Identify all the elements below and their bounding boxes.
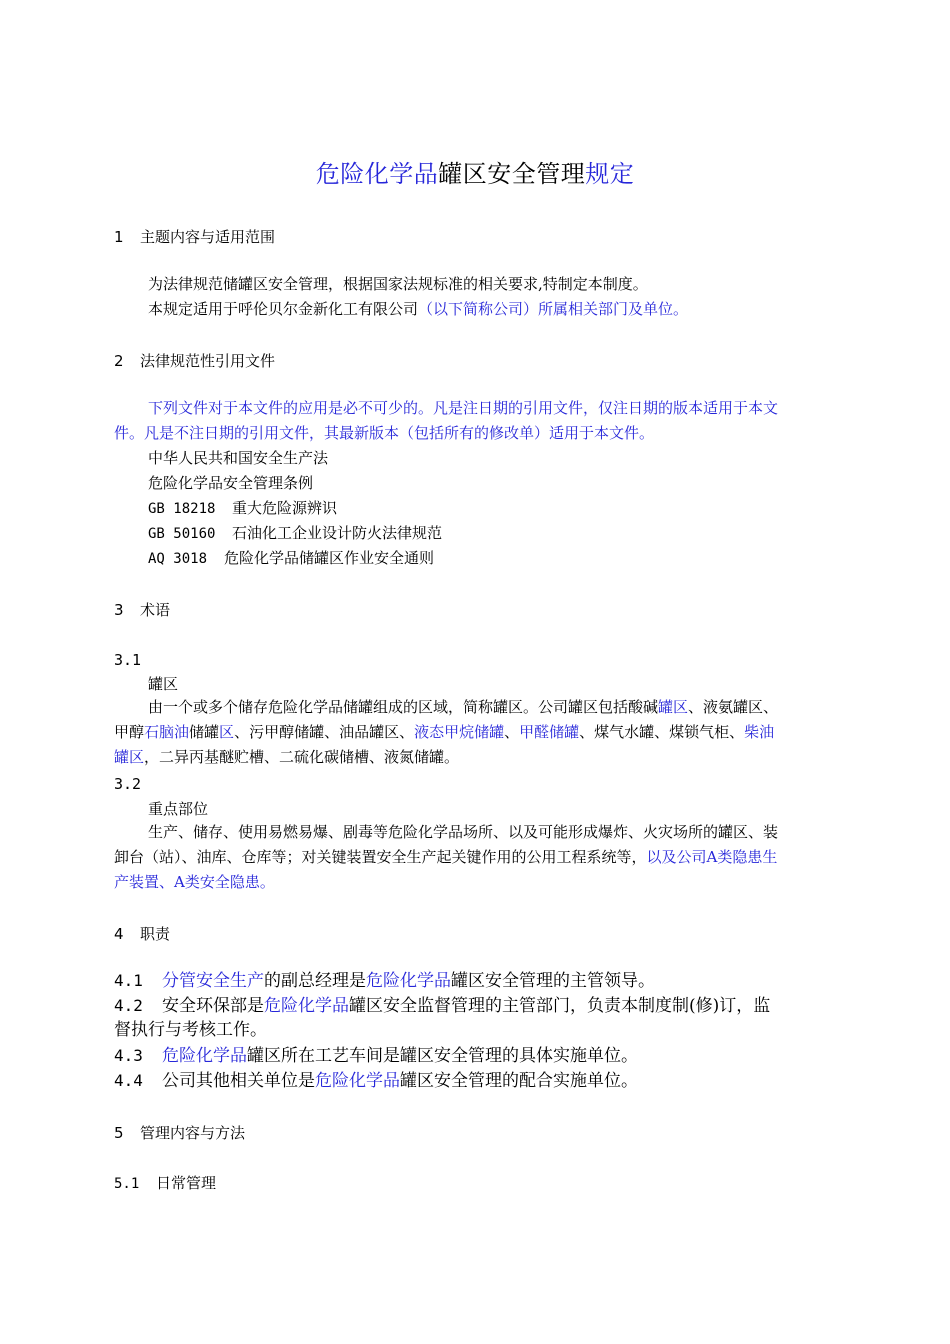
reference-name: 中华人民共和国安全生产法 bbox=[148, 449, 329, 467]
text-span: 本规定适用于呼伦贝尔金新化工有限公司 bbox=[148, 300, 419, 318]
section-5-heading bbox=[114, 1123, 245, 1143]
section-2-intro-line-2: 件。凡是不注日期的引用文件，其最新版本（包括所有的修改单）适用于本文件。 bbox=[114, 424, 655, 442]
term-number: 3.2 bbox=[114, 775, 142, 793]
item-number: 4.1 bbox=[114, 971, 143, 990]
section-title: 职责 bbox=[140, 925, 171, 943]
section-2-heading bbox=[114, 351, 275, 371]
section-number: 2 bbox=[114, 352, 124, 370]
reference-code: GB 18218 bbox=[148, 501, 216, 517]
term-title: 重点部位 bbox=[148, 800, 209, 818]
text-span: 安全环保部是 bbox=[162, 996, 264, 1016]
text-span: 罐区所在工艺车间是罐区安全管理的具体实施单位。 bbox=[247, 1046, 638, 1066]
text-span: 、污甲醇储罐、油品罐区、 bbox=[234, 723, 415, 741]
text-span-blue: 危险化学品 bbox=[315, 1071, 400, 1091]
text-span-blue: 以及公司A类隐患生 bbox=[646, 848, 778, 866]
text-span: 、 bbox=[504, 723, 520, 741]
item-number: 4.2 bbox=[114, 996, 143, 1015]
reference-item bbox=[148, 496, 337, 522]
title-part-2: 罐区安全管理 bbox=[438, 160, 586, 188]
text-span: 由一个或多个储存危险化学品储罐组成的区域，简称罐区。公司罐区包括酸碱 bbox=[148, 698, 659, 716]
text-span: 储罐 bbox=[189, 723, 220, 741]
text-span: 罐区安全管理的配合实施单位。 bbox=[400, 1071, 638, 1091]
text-span: 罐区安全监督管理的主管部门，负责本制度制(修)订，监 bbox=[349, 996, 771, 1016]
section-2-intro-line-1: 下列文件对于本文件的应用是必不可少的。凡是注日期的引用文件，仅注日期的版本适用于本文 bbox=[148, 399, 779, 417]
section-title: 管理内容与方法 bbox=[140, 1124, 246, 1142]
section-number: 5 bbox=[114, 1124, 124, 1142]
term-definition-line bbox=[148, 695, 778, 720]
text-span-blue: 液态甲烷储罐 bbox=[414, 723, 505, 741]
term-title: 罐区 bbox=[148, 675, 179, 693]
duty-item bbox=[114, 968, 859, 994]
text-span-blue: 甲醛储罐 bbox=[519, 723, 580, 741]
text-span-blue: 柴油 bbox=[744, 723, 775, 741]
term-definition-line: 产装置、A类安全隐患。 bbox=[114, 873, 275, 891]
section-title: 术语 bbox=[140, 601, 171, 619]
text-span: 的副总经理是 bbox=[264, 971, 366, 991]
term-definition-line bbox=[114, 845, 777, 870]
section-number: 3 bbox=[114, 601, 124, 619]
text-span-blue: 罐区 bbox=[658, 698, 689, 716]
duty-item bbox=[114, 1043, 859, 1069]
item-number: 4.3 bbox=[114, 1046, 143, 1065]
reference-name: 危险化学品安全管理条例 bbox=[148, 474, 314, 492]
item-number: 4.4 bbox=[114, 1071, 143, 1090]
text-span-blue: 区 bbox=[219, 723, 235, 741]
section-1-paragraph-1: 为法律规范储罐区安全管理，根据国家法规标准的相关要求,特制定本制度。 bbox=[148, 275, 648, 293]
section-1-heading bbox=[114, 227, 275, 247]
text-span-blue: 危险化学品 bbox=[162, 1046, 247, 1066]
text-span-blue: 危险化学品 bbox=[264, 996, 349, 1016]
text-span-blue: （以下简称公司）所属相关部门及单位。 bbox=[418, 300, 689, 318]
section-1-paragraph-2 bbox=[148, 297, 688, 322]
duty-item-continuation: 督执行与考核工作。 bbox=[114, 1020, 267, 1040]
reference-item bbox=[148, 446, 328, 471]
text-span: 甲醇 bbox=[114, 723, 145, 741]
reference-name: 危险化学品储罐区作业安全通则 bbox=[224, 549, 435, 567]
term-number: 3.1 bbox=[114, 651, 142, 669]
section-number: 4 bbox=[114, 925, 124, 943]
title-part-3: 规定 bbox=[585, 160, 635, 188]
duty-item bbox=[114, 993, 859, 1019]
term-definition-line bbox=[114, 745, 459, 770]
text-span: ，二异丙基醚贮槽、二硫化碳储槽、液氮储罐。 bbox=[144, 748, 460, 766]
reference-item bbox=[148, 471, 313, 496]
text-span-blue: 罐区 bbox=[114, 748, 145, 766]
page-title bbox=[0, 157, 950, 191]
text-span: 公司其他相关单位是 bbox=[162, 1071, 315, 1091]
reference-item bbox=[148, 546, 434, 572]
section-number: 1 bbox=[114, 228, 124, 246]
reference-name: 重大危险源辨识 bbox=[232, 499, 338, 517]
text-span-blue: 分管安全生产 bbox=[162, 971, 264, 991]
reference-code: AQ 3018 bbox=[148, 551, 208, 567]
term-definition-line bbox=[114, 720, 774, 745]
reference-name: 石油化工企业设计防火法律规范 bbox=[232, 524, 443, 542]
subsection-number: 5.1 bbox=[114, 1176, 140, 1192]
section-4-heading bbox=[114, 924, 170, 944]
text-span: 卸台（站）、油库、仓库等；对关键装置安全生产起关键作用的公用工程系统等， bbox=[114, 848, 647, 866]
text-span: 罐区安全管理的主管领导。 bbox=[451, 971, 655, 991]
reference-code: GB 50160 bbox=[148, 526, 216, 542]
section-3-heading bbox=[114, 600, 170, 620]
text-span-blue: 石脑油 bbox=[144, 723, 190, 741]
term-definition-line: 生产、储存、使用易燃易爆、剧毒等危险化学品场所、以及可能形成爆炸、火灾场所的罐区、装 bbox=[148, 823, 779, 841]
reference-item bbox=[148, 521, 442, 547]
subsection-5-1-heading bbox=[114, 1173, 216, 1194]
title-part-1: 危险化学品 bbox=[315, 160, 439, 188]
text-span: 、液氨罐区、 bbox=[688, 698, 779, 716]
section-title: 主题内容与适用范围 bbox=[140, 228, 276, 246]
subsection-title: 日常管理 bbox=[156, 1174, 217, 1192]
section-title: 法律规范性引用文件 bbox=[140, 352, 276, 370]
text-span-blue: 危险化学品 bbox=[366, 971, 451, 991]
duty-item bbox=[114, 1068, 859, 1094]
text-span: 、煤气水罐、煤锁气柜、 bbox=[579, 723, 745, 741]
